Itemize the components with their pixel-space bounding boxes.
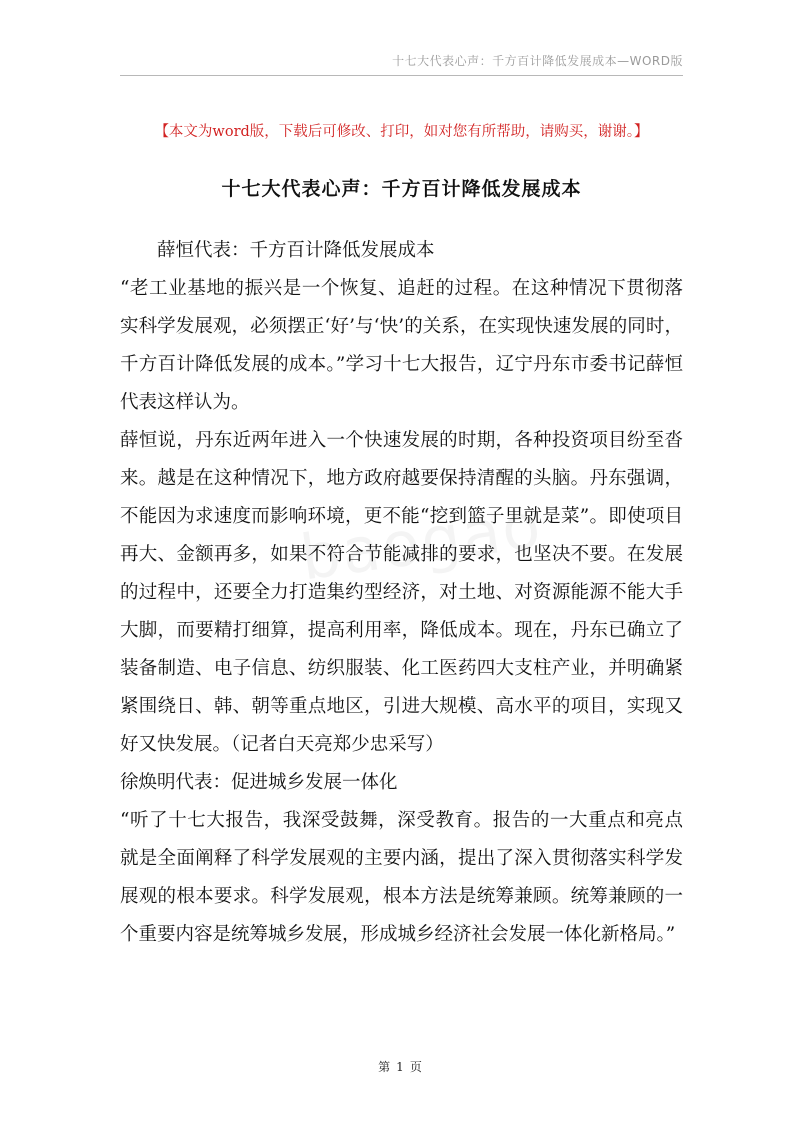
paragraph: “老工业基地的振兴是一个恢复、追赶的过程。在这种情况下贯彻落实科学发展观，必须摆正‘好’与‘快’的关系，在实现快速发展的同时，千方百计降低发展的成本。”学习十七大报告，辽宁丹东市委书记薛恒代表这样认为。 (120, 278, 683, 413)
page-prefix: 第 (378, 1060, 391, 1074)
page-footer (0, 1058, 800, 1075)
section-heading-xuhuanming: 徐焕明代表：促进城乡发展一体化 (120, 772, 398, 793)
header-text: 十七大代表心声：千方百计降低发展成本—WORD版 (392, 54, 683, 68)
section-heading-xueheng: 薛恒代表：千方百计降低发展成本 (157, 240, 435, 261)
document-title: 十七大代表心声：千方百计降低发展成本 (221, 178, 582, 200)
page-number: 1 (396, 1060, 404, 1074)
page-suffix: 页 (409, 1060, 422, 1074)
paragraph: 薛恒说，丹东近两年进入一个快速发展的时期，各种投资项目纷至沓来。越是在这种情况下，地方政府越要保持清醒的头脑。丹东强调，不能因为求速度而影响环境，更不能“挖到篮子里就是菜”。即使项目再大、金额再多，如果不符合节能减排的要求，也坚决不要。在发展的过程中，还要全力打造集约型经济，对土地、对资源能源不能大手大脚，而要精打细算，提高利用率，降低成本。现在，丹东已确立了装备制造、电子信息、纺织服装、化工医药四大支柱产业，并明确紧紧围绕日、韩、朝等重点地区，引进大规模、高水平的项目，实现又好又快发展。（记者白天亮郑少忠采写） (120, 430, 683, 755)
paragraph: “听了十七大报告，我深受鼓舞，深受教育。报告的一大重点和亮点就是全面阐释了科学发展观的主要内涵，提出了深入贯彻落实科学发展观的根本要求。科学发展观，根本方法是统筹兼顾。统筹兼顾的一个重要内容是统筹城乡发展，形成城乡经济社会发展一体化新格局。” (120, 810, 683, 945)
page-header (120, 52, 683, 76)
document-body (120, 232, 683, 954)
purchase-notice: 【本文为word版，下载后可修改、打印，如对您有所帮助，请购买，谢谢。】 (154, 124, 649, 140)
